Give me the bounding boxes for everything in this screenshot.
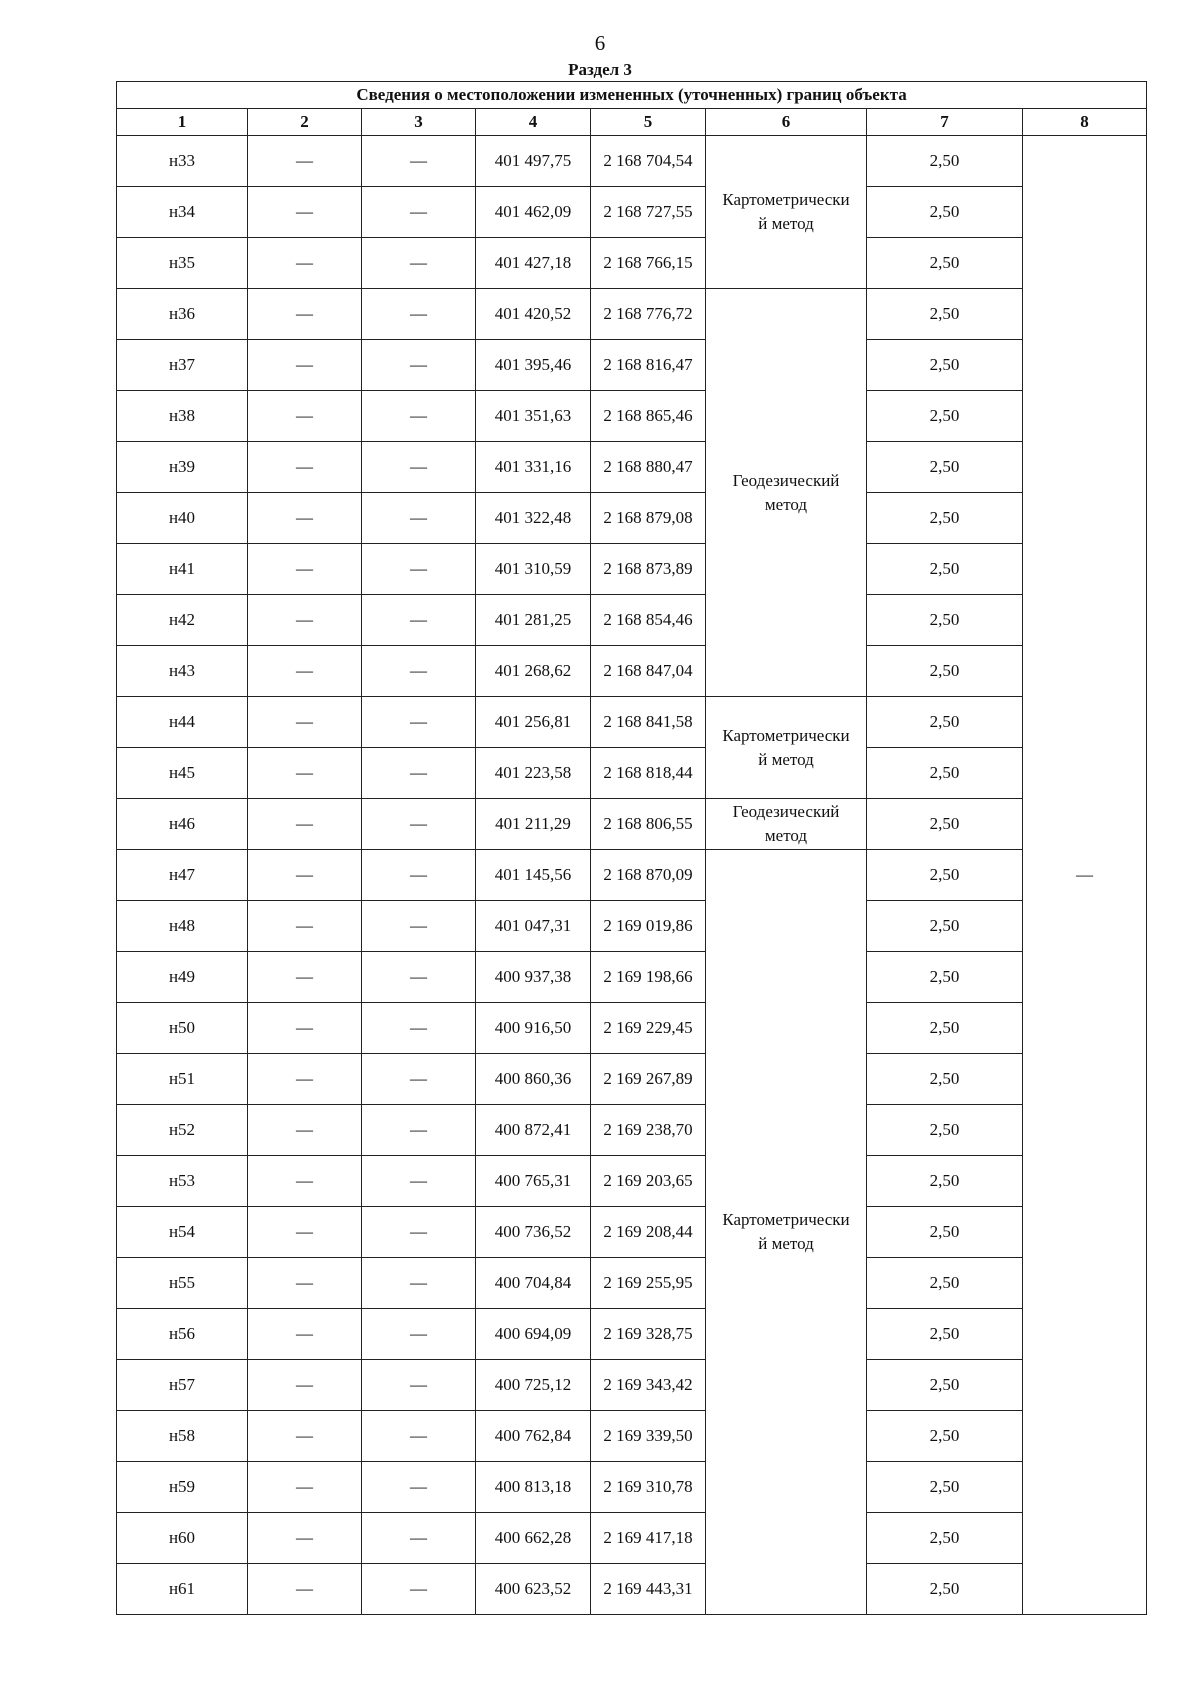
accuracy-cell: 2,50: [867, 1054, 1023, 1105]
col3-cell: —: [362, 1207, 476, 1258]
col3-cell: —: [362, 238, 476, 289]
x-coordinate-cell: 401 462,09: [476, 187, 591, 238]
col3-cell: —: [362, 544, 476, 595]
accuracy-cell: 2,50: [867, 340, 1023, 391]
table-row: [117, 1462, 1147, 1513]
point-id-cell: н55: [117, 1258, 248, 1309]
table-row: [117, 595, 1147, 646]
col2-cell: —: [248, 442, 362, 493]
point-id-cell: н57: [117, 1360, 248, 1411]
table-row: [117, 1105, 1147, 1156]
point-id-cell: н38: [117, 391, 248, 442]
x-coordinate-cell: 401 395,46: [476, 340, 591, 391]
x-coordinate-cell: 400 937,38: [476, 952, 591, 1003]
col2-cell: —: [248, 1360, 362, 1411]
col8-cell: —: [1023, 136, 1147, 1615]
table-row: [117, 544, 1147, 595]
accuracy-cell: 2,50: [867, 1105, 1023, 1156]
y-coordinate-cell: 2 168 841,58: [591, 697, 706, 748]
x-coordinate-cell: 401 281,25: [476, 595, 591, 646]
table-row: [117, 136, 1147, 187]
y-coordinate-cell: 2 169 238,70: [591, 1105, 706, 1156]
point-id-cell: н44: [117, 697, 248, 748]
col2-cell: —: [248, 1054, 362, 1105]
y-coordinate-cell: 2 169 328,75: [591, 1309, 706, 1360]
table-row: [117, 1258, 1147, 1309]
y-coordinate-cell: 2 168 818,44: [591, 748, 706, 799]
method-line: й метод: [758, 749, 814, 769]
x-coordinate-cell: 400 694,09: [476, 1309, 591, 1360]
x-coordinate-cell: 400 623,52: [476, 1564, 591, 1615]
y-coordinate-cell: 2 168 873,89: [591, 544, 706, 595]
point-id-cell: н41: [117, 544, 248, 595]
col3-cell: —: [362, 1513, 476, 1564]
point-id-cell: н45: [117, 748, 248, 799]
point-id-cell: н46: [117, 799, 248, 850]
accuracy-cell: 2,50: [867, 799, 1023, 850]
col3-cell: —: [362, 442, 476, 493]
x-coordinate-cell: 401 331,16: [476, 442, 591, 493]
table-title: Сведения о местоположении измененных (уточненных) границ объекта: [117, 82, 1147, 109]
x-coordinate-cell: 401 145,56: [476, 850, 591, 901]
col3-cell: —: [362, 1564, 476, 1615]
accuracy-cell: 2,50: [867, 391, 1023, 442]
column-number: 3: [362, 109, 476, 136]
y-coordinate-cell: 2 168 865,46: [591, 391, 706, 442]
table-row: [117, 1003, 1147, 1054]
boundary-coordinates-table: [116, 81, 1147, 1615]
y-coordinate-cell: 2 168 879,08: [591, 493, 706, 544]
accuracy-cell: 2,50: [867, 1411, 1023, 1462]
y-coordinate-cell: 2 168 776,72: [591, 289, 706, 340]
col2-cell: —: [248, 391, 362, 442]
x-coordinate-cell: 401 497,75: [476, 136, 591, 187]
table-row: [117, 442, 1147, 493]
accuracy-cell: 2,50: [867, 1207, 1023, 1258]
x-coordinate-cell: 400 860,36: [476, 1054, 591, 1105]
col2-cell: —: [248, 1156, 362, 1207]
col2-cell: —: [248, 799, 362, 850]
column-number: 8: [1023, 109, 1147, 136]
method-line: Геодезический: [732, 802, 840, 821]
accuracy-cell: 2,50: [867, 1360, 1023, 1411]
method-line: метод: [764, 494, 808, 514]
column-number: 1: [117, 109, 248, 136]
y-coordinate-cell: 2 168 806,55: [591, 799, 706, 850]
accuracy-cell: 2,50: [867, 544, 1023, 595]
table-row: [117, 1054, 1147, 1105]
accuracy-cell: 2,50: [867, 1513, 1023, 1564]
col3-cell: —: [362, 697, 476, 748]
column-number: 2: [248, 109, 362, 136]
method-line: метод: [764, 826, 808, 845]
table-row: [117, 187, 1147, 238]
column-number: 5: [591, 109, 706, 136]
x-coordinate-cell: 401 420,52: [476, 289, 591, 340]
table-row: [117, 646, 1147, 697]
method-cell: [706, 850, 867, 1615]
y-coordinate-cell: 2 169 267,89: [591, 1054, 706, 1105]
col2-cell: —: [248, 1462, 362, 1513]
col3-cell: —: [362, 646, 476, 697]
table-row: [117, 1309, 1147, 1360]
method-line: й метод: [758, 1234, 814, 1253]
section-title: Раздел 3: [568, 60, 632, 79]
point-id-cell: н33: [117, 136, 248, 187]
col2-cell: —: [248, 697, 362, 748]
col3-cell: —: [362, 340, 476, 391]
accuracy-cell: 2,50: [867, 1564, 1023, 1615]
col2-cell: —: [248, 1513, 362, 1564]
accuracy-cell: 2,50: [867, 901, 1023, 952]
table-row: [117, 493, 1147, 544]
col2-cell: —: [248, 187, 362, 238]
x-coordinate-cell: 400 916,50: [476, 1003, 591, 1054]
col2-cell: —: [248, 1105, 362, 1156]
x-coordinate-cell: 400 725,12: [476, 1360, 591, 1411]
x-coordinate-cell: 401 268,62: [476, 646, 591, 697]
column-number: 6: [706, 109, 867, 136]
col3-cell: —: [362, 1462, 476, 1513]
col3-cell: —: [362, 1309, 476, 1360]
table-row: [117, 289, 1147, 340]
point-id-cell: н54: [117, 1207, 248, 1258]
accuracy-cell: 2,50: [867, 442, 1023, 493]
accuracy-cell: 2,50: [867, 238, 1023, 289]
point-id-cell: н34: [117, 187, 248, 238]
col3-cell: —: [362, 136, 476, 187]
col3-cell: —: [362, 1411, 476, 1462]
col2-cell: —: [248, 493, 362, 544]
y-coordinate-cell: 2 169 310,78: [591, 1462, 706, 1513]
x-coordinate-cell: 400 762,84: [476, 1411, 591, 1462]
col3-cell: —: [362, 1156, 476, 1207]
y-coordinate-cell: 2 168 766,15: [591, 238, 706, 289]
y-coordinate-cell: 2 168 854,46: [591, 595, 706, 646]
y-coordinate-cell: 2 168 704,54: [591, 136, 706, 187]
accuracy-cell: 2,50: [867, 646, 1023, 697]
y-coordinate-cell: 2 169 417,18: [591, 1513, 706, 1564]
point-id-cell: н58: [117, 1411, 248, 1462]
col2-cell: —: [248, 1207, 362, 1258]
page-number: 6: [594, 31, 606, 55]
y-coordinate-cell: 2 169 443,31: [591, 1564, 706, 1615]
col3-cell: —: [362, 799, 476, 850]
col2-cell: —: [248, 748, 362, 799]
accuracy-cell: 2,50: [867, 289, 1023, 340]
method-cell: [706, 136, 867, 289]
x-coordinate-cell: 400 736,52: [476, 1207, 591, 1258]
col2-cell: —: [248, 136, 362, 187]
point-id-cell: н39: [117, 442, 248, 493]
col3-cell: —: [362, 748, 476, 799]
col3-cell: —: [362, 850, 476, 901]
col3-cell: —: [362, 1054, 476, 1105]
col2-cell: —: [248, 850, 362, 901]
col2-cell: —: [248, 289, 362, 340]
col2-cell: —: [248, 238, 362, 289]
accuracy-cell: 2,50: [867, 1003, 1023, 1054]
y-coordinate-cell: 2 169 343,42: [591, 1360, 706, 1411]
y-coordinate-cell: 2 168 870,09: [591, 850, 706, 901]
x-coordinate-cell: 400 704,84: [476, 1258, 591, 1309]
point-id-cell: н40: [117, 493, 248, 544]
y-coordinate-cell: 2 168 847,04: [591, 646, 706, 697]
table-row: [117, 697, 1147, 748]
x-coordinate-cell: 401 223,58: [476, 748, 591, 799]
accuracy-cell: 2,50: [867, 1462, 1023, 1513]
col3-cell: —: [362, 289, 476, 340]
point-id-cell: н52: [117, 1105, 248, 1156]
col3-cell: —: [362, 901, 476, 952]
col2-cell: —: [248, 646, 362, 697]
column-number: 7: [867, 109, 1023, 136]
col2-cell: —: [248, 1258, 362, 1309]
table-row: [117, 1207, 1147, 1258]
method-line: Геодезический: [732, 470, 840, 490]
point-id-cell: н48: [117, 901, 248, 952]
method-cell: [706, 697, 867, 799]
x-coordinate-cell: 400 813,18: [476, 1462, 591, 1513]
y-coordinate-cell: 2 169 208,44: [591, 1207, 706, 1258]
y-coordinate-cell: 2 168 727,55: [591, 187, 706, 238]
x-coordinate-cell: 401 322,48: [476, 493, 591, 544]
col2-cell: —: [248, 1411, 362, 1462]
x-coordinate-cell: 401 047,31: [476, 901, 591, 952]
table-body: [117, 136, 1147, 1615]
accuracy-cell: 2,50: [867, 136, 1023, 187]
point-id-cell: н59: [117, 1462, 248, 1513]
col3-cell: —: [362, 1258, 476, 1309]
point-id-cell: н37: [117, 340, 248, 391]
point-id-cell: н61: [117, 1564, 248, 1615]
col3-cell: —: [362, 1003, 476, 1054]
col3-cell: —: [362, 187, 476, 238]
point-id-cell: н47: [117, 850, 248, 901]
table-row: [117, 1156, 1147, 1207]
point-id-cell: н56: [117, 1309, 248, 1360]
accuracy-cell: 2,50: [867, 1309, 1023, 1360]
col3-cell: —: [362, 1105, 476, 1156]
method-cell: [706, 799, 867, 850]
method-line: Картометрически: [722, 1210, 850, 1229]
y-coordinate-cell: 2 169 229,45: [591, 1003, 706, 1054]
y-coordinate-cell: 2 169 203,65: [591, 1156, 706, 1207]
accuracy-cell: 2,50: [867, 850, 1023, 901]
table-row: [117, 1513, 1147, 1564]
y-coordinate-cell: 2 169 198,66: [591, 952, 706, 1003]
table-row: [117, 391, 1147, 442]
y-coordinate-cell: 2 168 816,47: [591, 340, 706, 391]
point-id-cell: н43: [117, 646, 248, 697]
x-coordinate-cell: 400 662,28: [476, 1513, 591, 1564]
table-row: [117, 1564, 1147, 1615]
y-coordinate-cell: 2 169 019,86: [591, 901, 706, 952]
x-coordinate-cell: 401 256,81: [476, 697, 591, 748]
col2-cell: —: [248, 544, 362, 595]
col3-cell: —: [362, 1360, 476, 1411]
col2-cell: —: [248, 595, 362, 646]
col2-cell: —: [248, 952, 362, 1003]
method-line: Картометрически: [722, 190, 850, 209]
table-row: [117, 340, 1147, 391]
point-id-cell: н53: [117, 1156, 248, 1207]
y-coordinate-cell: 2 168 880,47: [591, 442, 706, 493]
y-coordinate-cell: 2 169 255,95: [591, 1258, 706, 1309]
x-coordinate-cell: 401 427,18: [476, 238, 591, 289]
col2-cell: —: [248, 901, 362, 952]
method-cell: [706, 289, 867, 697]
point-id-cell: н35: [117, 238, 248, 289]
table-row: [117, 1411, 1147, 1462]
col3-cell: —: [362, 952, 476, 1003]
accuracy-cell: 2,50: [867, 697, 1023, 748]
x-coordinate-cell: 401 351,63: [476, 391, 591, 442]
point-id-cell: н60: [117, 1513, 248, 1564]
point-id-cell: н36: [117, 289, 248, 340]
x-coordinate-cell: 401 310,59: [476, 544, 591, 595]
point-id-cell: н50: [117, 1003, 248, 1054]
y-coordinate-cell: 2 169 339,50: [591, 1411, 706, 1462]
col2-cell: —: [248, 1309, 362, 1360]
x-coordinate-cell: 401 211,29: [476, 799, 591, 850]
column-number: 4: [476, 109, 591, 136]
x-coordinate-cell: 400 765,31: [476, 1156, 591, 1207]
accuracy-cell: 2,50: [867, 748, 1023, 799]
col2-cell: —: [248, 340, 362, 391]
method-line: й метод: [758, 214, 814, 233]
table-row: [117, 1360, 1147, 1411]
table-row: [117, 901, 1147, 952]
x-coordinate-cell: 400 872,41: [476, 1105, 591, 1156]
table-row: [117, 850, 1147, 901]
col3-cell: —: [362, 391, 476, 442]
accuracy-cell: 2,50: [867, 187, 1023, 238]
table-row: [117, 748, 1147, 799]
col2-cell: —: [248, 1003, 362, 1054]
col3-cell: —: [362, 595, 476, 646]
accuracy-cell: 2,50: [867, 493, 1023, 544]
method-line: Картометрически: [722, 725, 850, 745]
point-id-cell: н49: [117, 952, 248, 1003]
table-row: [117, 952, 1147, 1003]
point-id-cell: н51: [117, 1054, 248, 1105]
accuracy-cell: 2,50: [867, 595, 1023, 646]
point-id-cell: н42: [117, 595, 248, 646]
col2-cell: —: [248, 1564, 362, 1615]
accuracy-cell: 2,50: [867, 1258, 1023, 1309]
col3-cell: —: [362, 493, 476, 544]
accuracy-cell: 2,50: [867, 1156, 1023, 1207]
accuracy-cell: 2,50: [867, 952, 1023, 1003]
table-row: [117, 799, 1147, 850]
table-row: [117, 238, 1147, 289]
